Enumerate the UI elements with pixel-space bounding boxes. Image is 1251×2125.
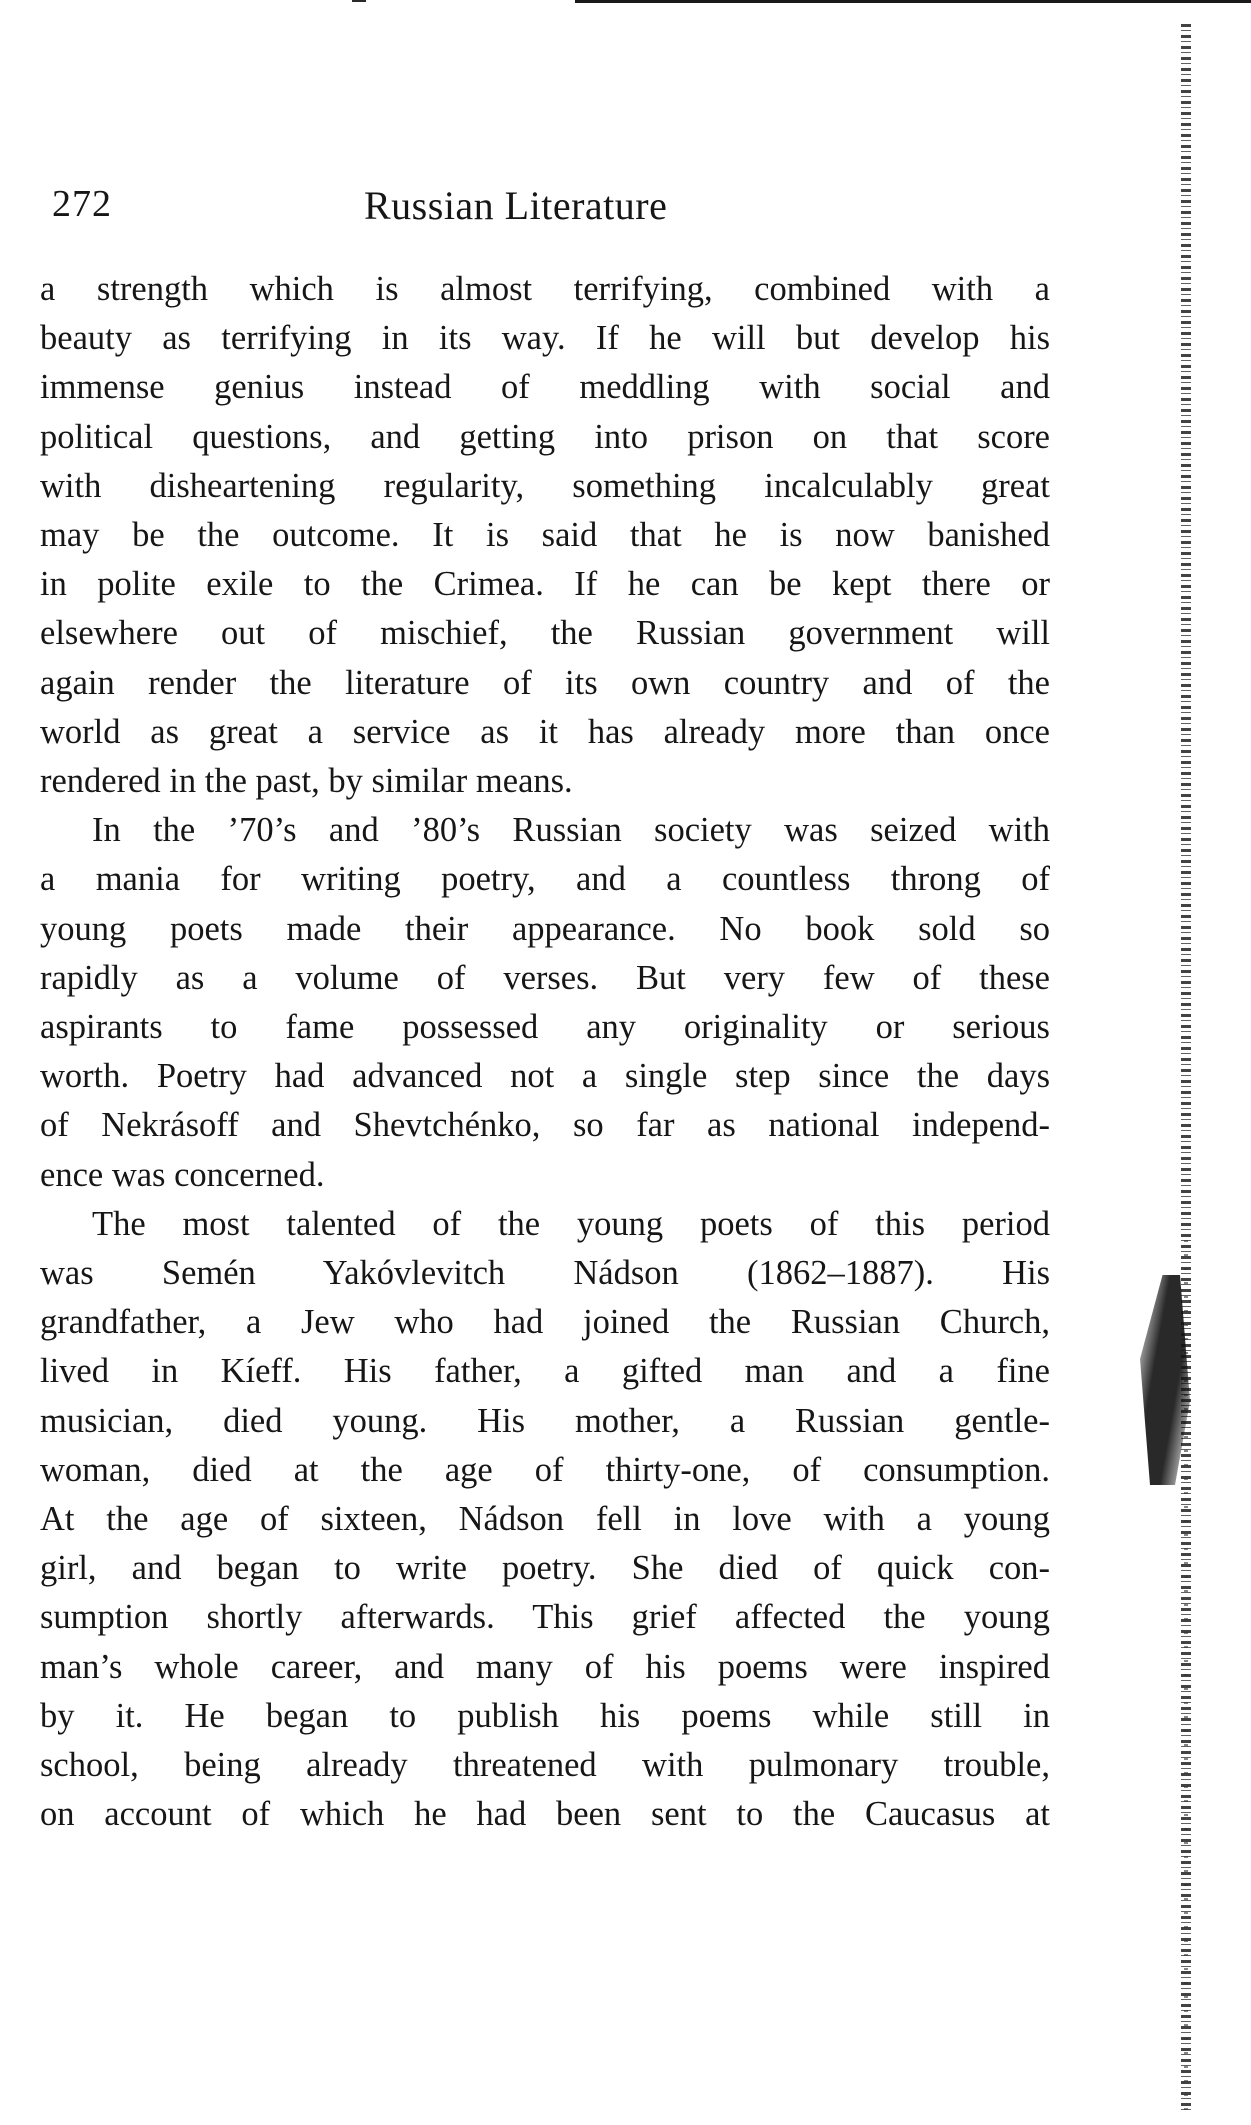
text-line: a mania for writing poetry, and a countless throng of	[40, 860, 1050, 899]
text-line: young poets made their appearance. No book sold so	[40, 909, 1050, 948]
text-line: on account of which he had been sent to the Caucasus at	[40, 1795, 1050, 1834]
paragraph-1	[40, 265, 1050, 806]
scan-rule-top	[575, 0, 1251, 3]
text-line: In the ’70’s and ’80’s Russian society was seized with	[92, 811, 1050, 850]
text-line: of Nekrásoff and Shevtchénko, so far as national independ-	[40, 1106, 1050, 1145]
text-line: political questions, and getting into prison on that score	[40, 417, 1050, 456]
text-line: lived in Kíeff. His father, a gifted man and a fine	[40, 1352, 1050, 1391]
text-line: rapidly as a volume of verses. But very few of these	[40, 958, 1050, 997]
text-line: world as great a service as it has already more than once	[40, 712, 1050, 751]
text-line: aspirants to fame possessed any originality or serious	[40, 1008, 1050, 1047]
text-line: girl, and began to write poetry. She died of quick con-	[40, 1549, 1050, 1588]
running-head: Russian Literature	[364, 183, 668, 228]
scan-mark-top	[352, 0, 366, 2]
text-line: elsewhere out of mischief, the Russian government will	[40, 614, 1050, 653]
page-number: 272	[52, 183, 112, 225]
text-line: in polite exile to the Crimea. If he can be kept there or	[40, 565, 1050, 604]
text-line: sumption shortly afterwards. This grief affected the young	[40, 1598, 1050, 1637]
text-line: man’s whole career, and many of his poems were inspired	[40, 1647, 1050, 1686]
text-line: worth. Poetry had advanced not a single step since the days	[40, 1057, 1050, 1096]
text-line: At the age of sixteen, Nádson fell in love with a young	[40, 1500, 1050, 1539]
text-line: school, being already threatened with pulmonary trouble,	[40, 1746, 1050, 1785]
text-line: again render the literature of its own country and of the	[40, 663, 1050, 702]
text-line: musician, died young. His mother, a Russian gentle-	[40, 1401, 1050, 1440]
text-line: by it. He began to publish his poems while still in	[40, 1696, 1050, 1735]
body-text	[40, 265, 1050, 1840]
text-line: a strength which is almost terrifying, combined with a	[40, 270, 1050, 308]
page-header	[52, 182, 1042, 242]
paragraph-2	[40, 806, 1050, 1200]
text-line: grandfather, a Jew who had joined the Russian Church,	[40, 1303, 1050, 1342]
text-line: immense genius instead of meddling with social and	[40, 368, 1050, 407]
text-line: The most talented of the young poets of this period	[92, 1204, 1050, 1243]
paragraph-3	[40, 1200, 1050, 1840]
text-line: beauty as terrifying in its way. If he will but develop his	[40, 319, 1050, 358]
text-line: rendered in the past, by similar means.	[40, 762, 573, 801]
text-line: with disheartening regularity, something incalculably great	[40, 466, 1050, 505]
text-line: woman, died at the age of thirty-one, of consumption.	[40, 1450, 1050, 1489]
text-line: may be the outcome. It is said that he is now banished	[40, 516, 1050, 555]
text-line: ence was concerned.	[40, 1155, 325, 1194]
text-line: was Semén Yakóvlevitch Nádson (1862–1887). His	[40, 1254, 1050, 1293]
